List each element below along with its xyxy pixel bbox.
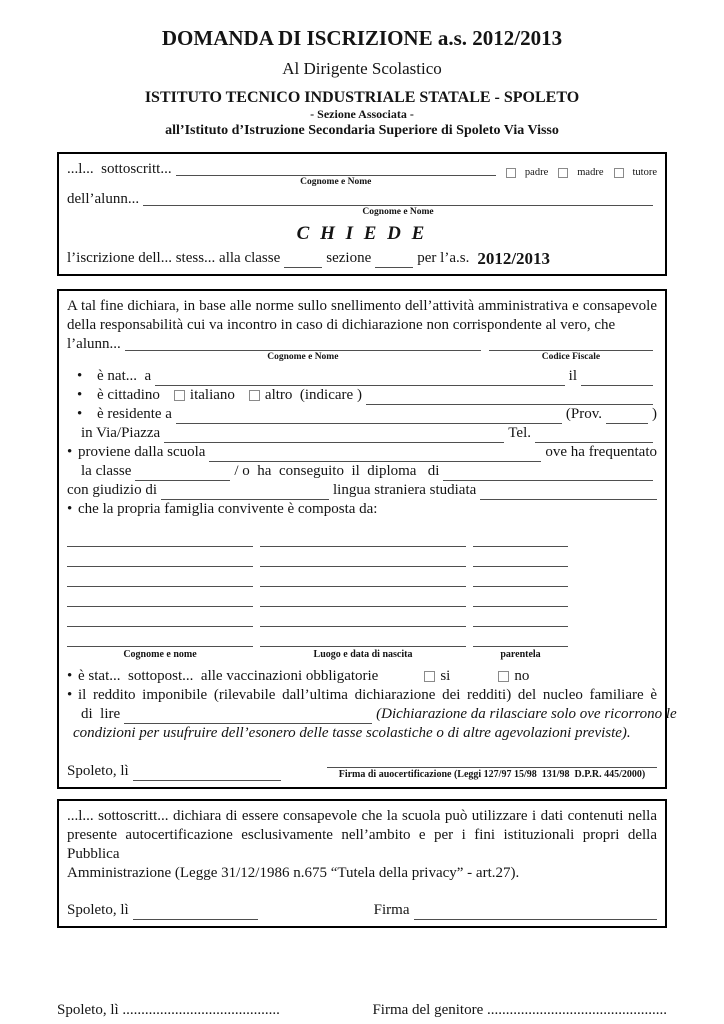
signature-dotted-line: ................................................ — [487, 1002, 667, 1018]
family-birth-blank — [260, 587, 466, 607]
footer-place-date — [57, 1000, 280, 1020]
footer-parent-signature — [372, 1000, 667, 1020]
prov-close: ) — [652, 406, 657, 422]
tutore-checkbox — [614, 168, 624, 178]
bullet-icon: • — [67, 444, 73, 460]
institute-name: all’Istituto d’Istruzione Secondaria Superiore di Spoleto Via Visso — [165, 123, 559, 138]
privacy-line2: presente autocertificazione esclusivamente nell’ambito e per i fini istituzionali propri della Pubblica — [67, 827, 657, 862]
family-members-table — [67, 527, 568, 661]
vaccination-no-checkbox — [498, 671, 509, 682]
bullet-icon: • — [77, 387, 83, 403]
school-name: ISTITUTO TECNICO INDUSTRIALE STATALE - SPOLETO — [144, 89, 580, 106]
parent-signature-label: Firma del genitore — [372, 1002, 484, 1018]
resident-label: è residente a — [97, 406, 172, 422]
address-label: in Via/Piazza — [81, 425, 161, 441]
padre-label: padre — [524, 167, 549, 178]
family-name-blank — [67, 567, 253, 587]
born-il-label: il — [568, 368, 577, 384]
place-date-label: Spoleto, lì — [67, 902, 129, 918]
form-title: DOMANDA DI ISCRIZIONE a.s. 2012/2013 — [161, 26, 563, 50]
place-date-label: Spoleto, lì — [67, 763, 129, 779]
family-kinship-blank — [473, 587, 568, 607]
student-prefix: dell’alunn... — [67, 191, 140, 207]
blank-line — [143, 190, 653, 206]
declaration-box — [57, 289, 677, 789]
income-line1: il reddito imponibile (rilevabile dall’ultima dichiarazione dei redditi) del nucleo familiare è — [78, 687, 657, 703]
judgement-row — [67, 481, 657, 500]
applicant-box — [57, 152, 667, 276]
born-row — [67, 367, 657, 386]
vaccination-row — [67, 667, 657, 686]
family-intro-label: che la propria famiglia convivente è composta da: — [78, 501, 378, 517]
student-name-field — [143, 190, 653, 218]
family-birth-blank — [260, 527, 466, 547]
fiscal-caption: Codice Fiscale — [541, 352, 601, 362]
resident-row — [67, 405, 657, 424]
firma-label: Firma — [373, 902, 410, 918]
padre-checkbox — [506, 168, 516, 178]
family-name-blank — [67, 627, 253, 647]
family-birth-blank — [260, 567, 466, 587]
date-blank — [133, 915, 258, 920]
chiede-heading: C H I E D E — [296, 223, 428, 244]
vaccination-label: è stat... sottopost... alle vaccinazioni obbligatorie — [78, 668, 379, 684]
family-kinship-blank — [473, 567, 568, 587]
form-header — [0, 0, 724, 139]
italiano-label: italiano — [189, 387, 235, 403]
family-birth-blank — [260, 547, 466, 567]
declaration-intro-line1: A tal fine dichiara, in base alle norme sullo snellimento dell’attività amministrativa e consapevole — [67, 298, 657, 314]
family-intro-row — [67, 500, 657, 519]
prov-label: (Prov. — [565, 406, 602, 422]
vaccination-no-label: no — [514, 668, 530, 684]
school-origin-label: proviene dalla scuola — [78, 444, 206, 460]
footer-signature-row — [57, 1000, 667, 1020]
language-label: lingua straniera studiata — [333, 482, 477, 498]
autocert-signature-field — [327, 757, 657, 781]
associated-section-label: - Sezione Associata - — [310, 107, 414, 121]
family-name-blank — [67, 527, 253, 547]
sezione-label: sezione — [326, 250, 372, 266]
blank-line — [489, 335, 653, 351]
privacy-box — [57, 799, 667, 928]
family-column-birth: Luogo e data di nascita — [313, 649, 413, 660]
born-label: è nat... a — [97, 368, 152, 384]
blank-line — [125, 335, 481, 351]
request-text: l’iscrizione dell... stess... alla classe — [67, 250, 281, 266]
student-prefix-2: l’alunn... — [67, 336, 121, 352]
vaccination-yes-label: si — [440, 668, 451, 684]
fiscal-code-field — [489, 335, 653, 363]
school-origin-post: ove ha frequentato — [545, 444, 657, 460]
per-as-label: per l’a.s. — [417, 250, 470, 266]
family-column-kinship: parentela — [500, 649, 541, 660]
residence-blank — [176, 419, 562, 424]
student-caption-2: Cognome e Nome — [267, 352, 339, 362]
class-blank — [284, 263, 322, 268]
class-attended-label: la classe — [81, 463, 132, 479]
section-blank — [375, 263, 413, 268]
bullet-icon: • — [77, 406, 83, 422]
family-kinship-blank — [473, 527, 568, 547]
family-birth-blank — [260, 627, 466, 647]
declaration-intro-line2: della responsabilità cui va incontro in caso di dichiarazione non corrispondente al vero, che — [67, 317, 616, 333]
family-name-blank — [67, 547, 253, 567]
subscriber-prefix: ...l... sottoscritt... — [67, 161, 172, 177]
student-name-field-2 — [125, 335, 481, 363]
income-note1: (Dichiarazione da rilasciare solo ove ricorrono le — [376, 706, 677, 722]
privacy-signature-row — [67, 901, 657, 920]
autocert-signature-caption: Firma di auocertificazione (Leggi 127/97 15/98 131/98 D.P.R. 445/2000) — [338, 769, 646, 780]
signature-blank — [414, 915, 657, 920]
privacy-line1: ...l... sottoscritt... dichiara di essere consapevole che la scuola può utilizzare i dati contenuti nella — [67, 808, 657, 824]
subscriber-caption: Cognome e Nome — [300, 177, 372, 187]
addressee: Al Dirigente Scolastico — [282, 59, 442, 78]
class-attended-row — [67, 462, 657, 481]
address-blank — [164, 438, 504, 443]
citizenship-blank — [366, 400, 653, 405]
citizen-row — [67, 386, 657, 405]
date-blank — [133, 776, 281, 781]
signature-line — [327, 757, 657, 768]
italiano-checkbox — [174, 390, 185, 401]
language-blank — [480, 495, 657, 500]
altro-label: altro (indicare ) — [264, 387, 362, 403]
prov-blank — [606, 419, 648, 424]
birthdate-blank — [581, 381, 653, 386]
tutore-label: tutore — [632, 167, 657, 178]
family-name-blank — [67, 607, 253, 627]
madre-checkbox — [558, 168, 568, 178]
place-date-label: Spoleto, lì — [57, 1002, 119, 1018]
school-origin-row — [67, 443, 657, 462]
family-kinship-blank — [473, 607, 568, 627]
role-checkbox-group — [500, 160, 657, 182]
income-note2: condizioni per usufruire dell’esonero delle tasse scolastiche o di altre agevolazioni previste). — [73, 725, 631, 741]
altro-checkbox — [249, 390, 260, 401]
school-year: 2012/2013 — [477, 249, 551, 268]
diploma-label: / o ha conseguito il diploma di — [234, 463, 440, 479]
tel-label: Tel. — [508, 425, 531, 441]
date-dotted-line: .......................................... — [122, 1002, 280, 1018]
subscriber-name-field — [176, 160, 496, 188]
vaccination-yes-checkbox — [424, 671, 435, 682]
income-lire-label: di lire — [81, 706, 121, 722]
address-row — [67, 424, 657, 443]
madre-label: madre — [577, 167, 604, 178]
bullet-icon: • — [67, 687, 73, 703]
family-birth-blank — [260, 607, 466, 627]
family-name-blank — [67, 587, 253, 607]
judgement-label: con giudizio di — [67, 482, 157, 498]
bullet-icon: • — [67, 501, 73, 517]
family-kinship-blank — [473, 627, 568, 647]
privacy-line3: Amministrazione (Legge 31/12/1986 n.675 “Tutela della privacy” - art.27). — [67, 865, 520, 881]
family-column-name: Cognome e nome — [123, 649, 197, 660]
citizen-label: è cittadino — [97, 387, 160, 403]
blank-line — [176, 160, 496, 176]
income-paragraph — [67, 686, 677, 743]
family-kinship-blank — [473, 547, 568, 567]
student-caption: Cognome e Nome — [362, 207, 434, 217]
bullet-icon: • — [67, 668, 73, 684]
autocert-signature-row — [67, 757, 657, 781]
bullet-icon: • — [77, 368, 83, 384]
